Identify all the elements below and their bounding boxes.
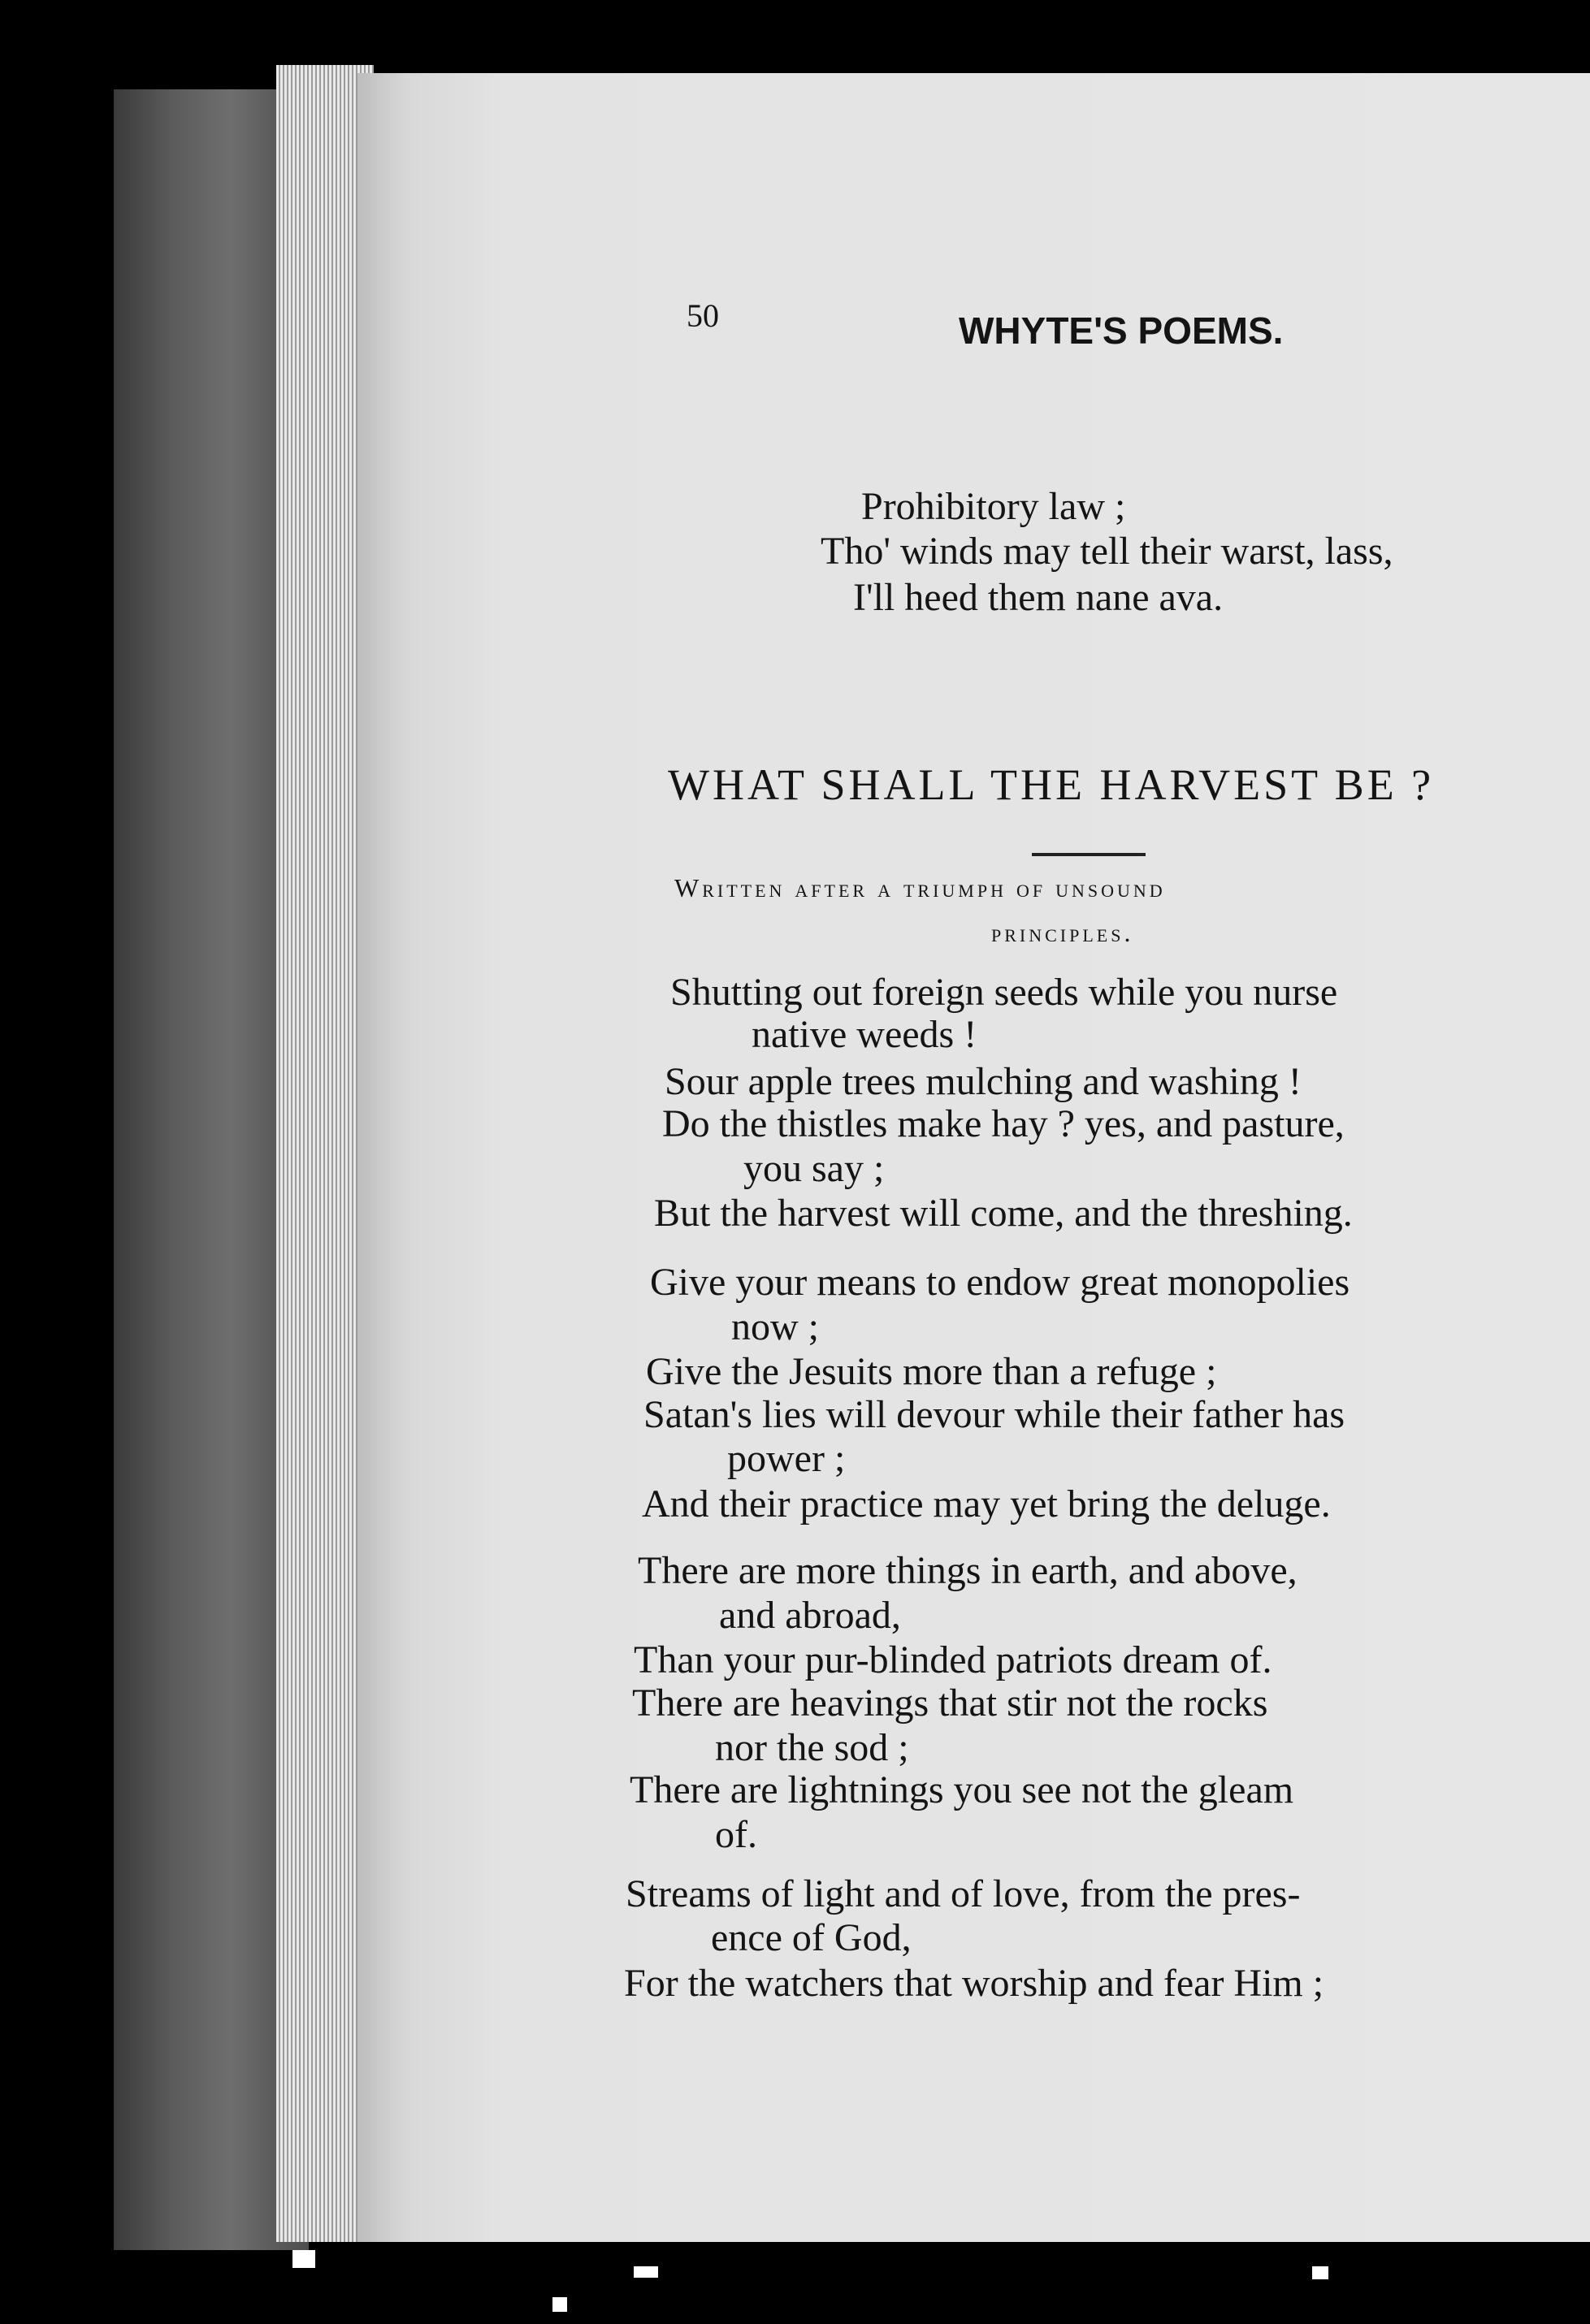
page-content [357, 73, 1590, 2242]
poem-line: For the watchers that worship and fear Him ; [624, 1962, 1324, 2005]
scan-background [0, 0, 114, 2324]
poem-line: Shutting out foreign seeds while you nurse [670, 971, 1338, 1014]
page-number: 50 [687, 297, 719, 334]
poem-line: Sour apple trees mulching and washing ! [665, 1060, 1302, 1103]
poem-line: There are lightnings you see not the gleam [630, 1768, 1294, 1811]
poem-line: Give the Jesuits more than a refuge ; [646, 1350, 1217, 1393]
title-rule [1032, 853, 1146, 856]
poem-line: and abroad, [719, 1594, 901, 1637]
poem-line: There are more things in earth, and above, [638, 1549, 1298, 1592]
poem-line: power ; [727, 1437, 846, 1480]
poem-line: you say ; [743, 1147, 885, 1190]
previous-poem-line: I'll heed them nane ava. [853, 576, 1224, 619]
poem-line: native weeds ! [752, 1013, 977, 1056]
poem-line: There are heavings that stir not the rocks [632, 1681, 1268, 1725]
poem-line: Satan's lies will devour while their father has [643, 1393, 1345, 1436]
previous-poem-line: Prohibitory law ; [861, 485, 1126, 528]
previous-poem-line: Tho' winds may tell their warst, lass, [821, 530, 1393, 573]
poem-line: now ; [731, 1305, 819, 1348]
poem-line: Than your pur-blinded patriots dream of. [634, 1638, 1272, 1681]
scan-speck [292, 2250, 315, 2268]
poem-line: Do the thistles make hay ? yes, and pasture, [662, 1102, 1345, 1145]
poem-subtitle-line1: Written after a triumph of unsound [674, 873, 1166, 902]
poem-line: But the harvest will come, and the threshing. [654, 1192, 1353, 1235]
poem-line: nor the sod ; [715, 1726, 909, 1769]
poem-line: of. [715, 1813, 757, 1856]
scan-speck [552, 2297, 567, 2312]
book-page [357, 73, 1590, 2242]
scan-speck [1312, 2266, 1328, 2279]
scan-speck [634, 2266, 658, 2278]
poem-subtitle-line2: principles. [991, 918, 1134, 947]
poem-line: And their practice may yet bring the deluge. [642, 1482, 1331, 1526]
poem-line: Give your means to endow great monopolies [650, 1261, 1350, 1304]
running-title: WHYTE'S POEMS. [959, 309, 1284, 352]
poem-title: WHAT SHALL THE HARVEST BE ? [668, 760, 1435, 809]
poem-line: Streams of light and of love, from the pres- [626, 1872, 1301, 1915]
poem-line: ence of God, [711, 1916, 912, 1959]
